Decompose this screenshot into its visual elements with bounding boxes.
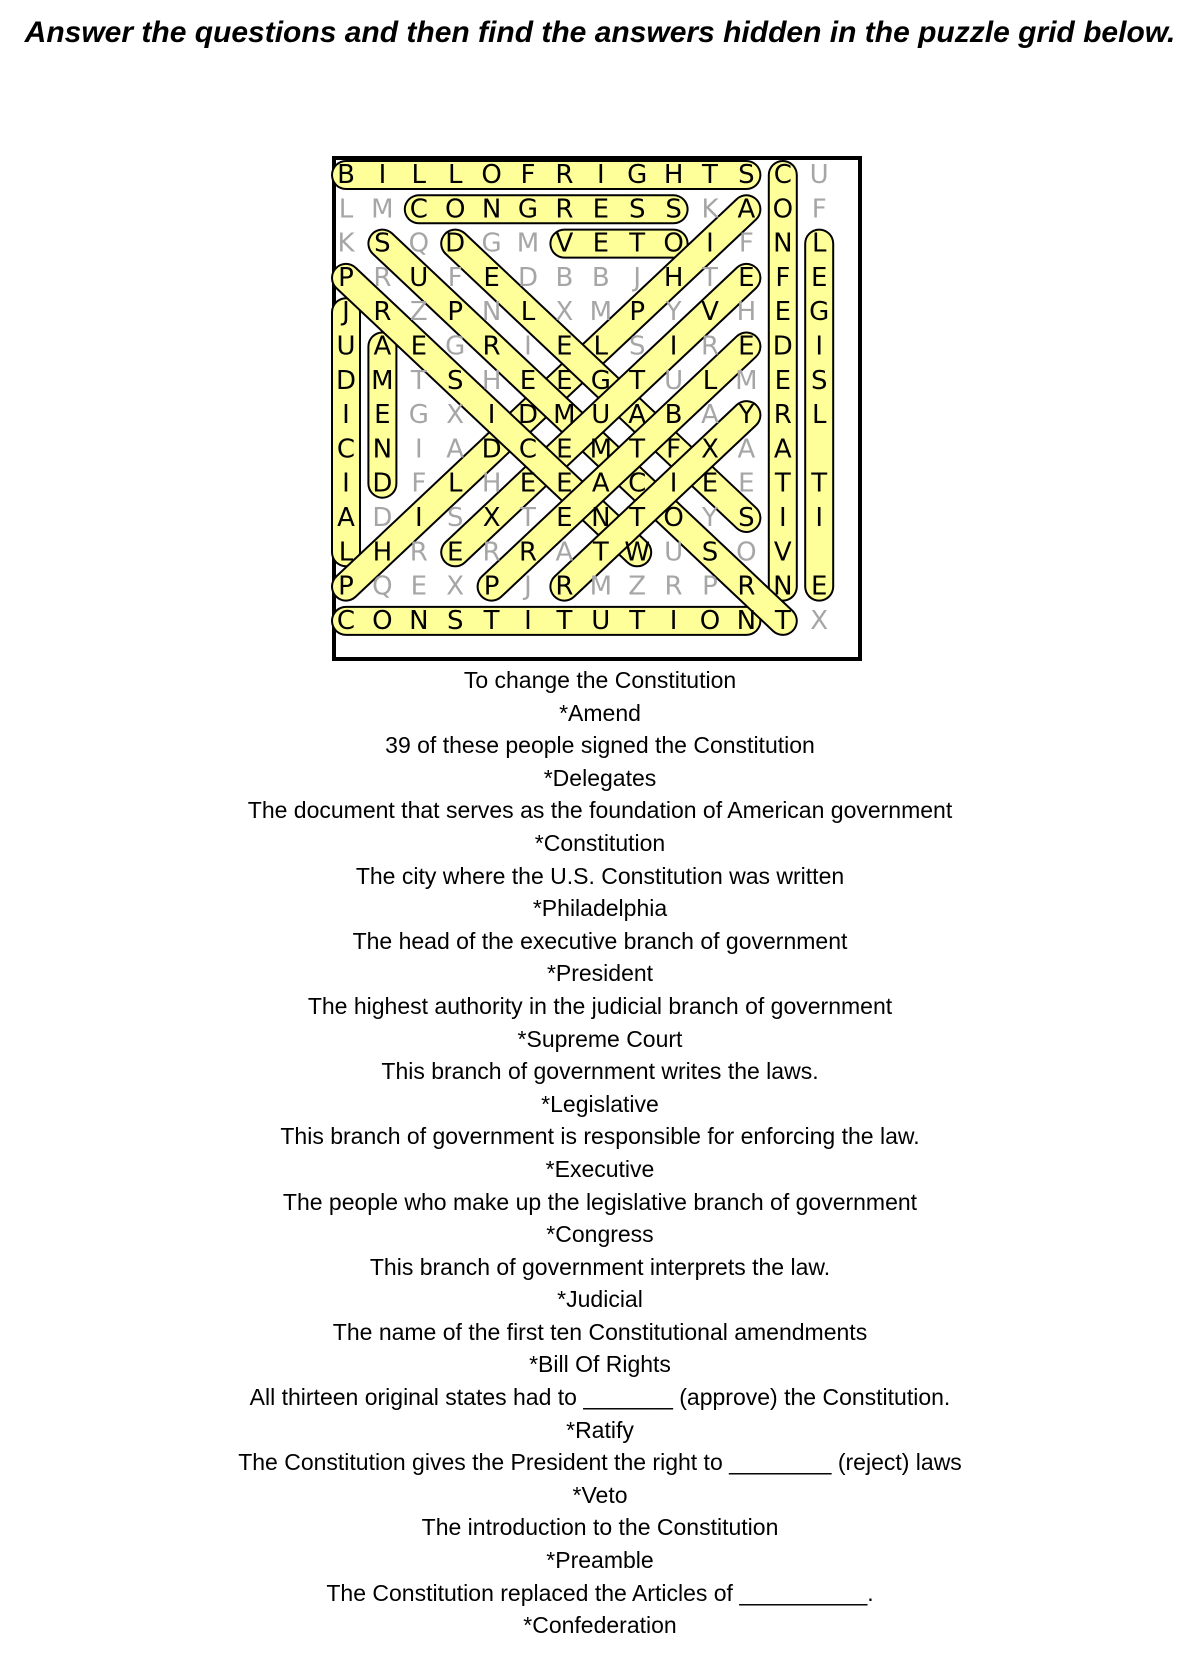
grid-letter[interactable]: T (483, 605, 500, 636)
grid-letter[interactable]: O (663, 228, 684, 259)
grid-letter[interactable]: L (447, 160, 463, 190)
grid-letter[interactable]: P (629, 297, 646, 328)
grid-letter[interactable]: L (702, 365, 718, 396)
clue-answer: *Congress (546, 1221, 654, 1248)
grid-letter[interactable]: D (772, 331, 793, 362)
clue-item (100, 794, 1100, 859)
grid-letter[interactable]: I (524, 331, 532, 362)
grid-letter[interactable]: Z (628, 571, 647, 602)
grid-letter[interactable]: R (737, 571, 756, 602)
grid-letter[interactable]: E (374, 400, 391, 431)
grid-letter[interactable]: T (592, 537, 609, 568)
clue-question: All thirteen original states had to _______ (approve) the Constitution. (249, 1384, 951, 1411)
clue-question: To change the Constitution (463, 667, 737, 693)
grid-letter[interactable]: D (372, 468, 393, 499)
grid-letter[interactable]: B (591, 262, 610, 293)
grid-letter[interactable]: F (411, 468, 427, 499)
grid-letter[interactable]: I (669, 605, 678, 636)
grid-letter[interactable]: E (519, 468, 537, 499)
grid-letter[interactable]: E (410, 571, 428, 602)
grid-letter[interactable]: R (700, 331, 720, 362)
clue-list (100, 664, 1100, 1642)
grid-letter[interactable]: S (446, 503, 464, 533)
grid-letter[interactable]: A (337, 503, 355, 533)
grid-letter[interactable]: P (702, 571, 718, 602)
grid-letter[interactable]: E (556, 365, 573, 396)
grid-letter[interactable]: U (809, 160, 829, 190)
clue-item (100, 1055, 1100, 1120)
clue-answer: *Executive (545, 1155, 655, 1182)
clue-answer: *Legislative (541, 1090, 659, 1117)
grid-letter[interactable]: M (371, 194, 394, 225)
page-title: Answer the questions and then find the answers hidden in the puzzle grid below. (24, 16, 1176, 49)
grid-letter[interactable]: R (773, 400, 792, 431)
grid-letter[interactable]: M (516, 228, 540, 259)
clue-item (100, 729, 1100, 794)
grid-letter[interactable]: C (518, 434, 538, 465)
grid-letter[interactable]: J (342, 297, 350, 328)
grid-letter[interactable]: T (556, 605, 573, 636)
grid-letter[interactable]: O (481, 160, 502, 190)
grid-letter[interactable]: E (592, 228, 610, 259)
grid-letter[interactable]: T (811, 468, 828, 499)
grid-letter[interactable]: T (629, 434, 646, 465)
grid-letter[interactable]: R (518, 537, 538, 568)
grid-letter[interactable]: B (337, 160, 355, 190)
grid-letter[interactable]: I (669, 468, 678, 499)
grid-letter[interactable]: F (738, 228, 754, 259)
grid-letter[interactable]: I (669, 331, 678, 362)
grid-letter[interactable]: B (664, 400, 683, 431)
grid-letter[interactable]: P (447, 297, 464, 328)
grid-letter[interactable]: J (633, 262, 642, 293)
grid-letter[interactable]: N (481, 297, 502, 328)
clue-item (100, 1446, 1100, 1511)
clue-answer: *Confederation (523, 1612, 677, 1639)
grid-letter[interactable]: I (487, 400, 496, 431)
clue-item (100, 1511, 1100, 1576)
clue-answer: *Amend (559, 699, 641, 726)
grid-letter[interactable]: H (736, 297, 757, 328)
grid-letter[interactable]: N (736, 605, 757, 636)
clue-question: The people who make up the legislative branch of government (282, 1188, 918, 1215)
grid-letter[interactable]: O (699, 605, 721, 636)
grid-letter[interactable]: O (372, 605, 393, 636)
grid-letter[interactable]: T (702, 262, 718, 293)
clue-answer: *Constitution (534, 829, 666, 856)
grid-letter[interactable]: L (811, 400, 827, 431)
clue-item (100, 1186, 1100, 1251)
grid-letter[interactable]: L (447, 468, 463, 499)
clue-question: This branch of government writes the laws. (381, 1058, 819, 1085)
grid-letter[interactable]: U (336, 331, 356, 362)
clue-question: The name of the first ten Constitutional amendments (332, 1318, 868, 1345)
grid-letter[interactable]: A (628, 400, 647, 431)
grid-letter[interactable]: O (736, 537, 757, 568)
grid-letter[interactable]: E (810, 571, 828, 602)
grid-letter[interactable]: M (589, 571, 613, 602)
grid-letter[interactable]: Y (665, 297, 682, 328)
clue-answer: *Delegates (543, 764, 657, 791)
clue-item (100, 1316, 1100, 1381)
grid-letter[interactable]: X (446, 571, 465, 602)
grid-letter[interactable]: M (589, 297, 613, 328)
grid-letter[interactable]: I (815, 331, 824, 362)
grid-letter[interactable]: F (811, 194, 827, 225)
grid-letter[interactable]: L (593, 331, 609, 362)
grid-letter[interactable]: I (778, 503, 787, 533)
grid-letter[interactable]: E (556, 434, 573, 465)
grid-letter[interactable]: S (665, 194, 682, 225)
grid-letter[interactable]: R (373, 297, 392, 328)
grid-letter[interactable]: U (591, 605, 611, 636)
grid-letter[interactable]: P (483, 571, 500, 602)
grid-letter[interactable]: S (446, 605, 464, 636)
clue-question: The Constitution gives the President the right to ________ (reject) laws (238, 1449, 962, 1476)
clue-question: The head of the executive branch of government (352, 927, 848, 954)
grid-letter[interactable]: I (378, 160, 387, 190)
grid-letter[interactable]: M (553, 400, 576, 431)
clue-answer: *Supreme Court (517, 1025, 683, 1052)
grid-letter[interactable]: H (481, 468, 502, 499)
grid-letter[interactable]: S (628, 331, 646, 362)
grid-letter[interactable]: P (338, 571, 354, 602)
grid-letter[interactable]: E (810, 262, 828, 293)
grid-letter[interactable]: E (556, 468, 573, 499)
grid-letter[interactable]: A (701, 400, 719, 431)
grid-letter[interactable]: A (737, 194, 756, 225)
grid-letter[interactable]: S (446, 365, 464, 396)
grid-letter[interactable]: I (342, 400, 350, 431)
grid-letter[interactable]: Y (738, 400, 755, 431)
clue-question: This branch of government is responsible for enforcing the law. (280, 1123, 920, 1150)
clue-item (100, 1577, 1100, 1642)
grid-letter[interactable]: M (589, 434, 613, 465)
grid-letter[interactable]: D (335, 365, 357, 396)
grid-letter[interactable]: X (810, 605, 829, 636)
clue-answer: *Ratify (566, 1416, 634, 1443)
grid-letter[interactable]: W (624, 537, 651, 568)
grid-letter[interactable]: S (701, 537, 719, 568)
grid-letter[interactable]: X (701, 434, 719, 465)
clue-item (100, 860, 1100, 925)
grid-letter[interactable]: N (372, 434, 393, 465)
grid-letter[interactable]: S (738, 503, 755, 533)
grid-letter[interactable]: R (664, 571, 683, 602)
grid-letter[interactable]: R (555, 160, 574, 190)
grid-letter[interactable]: I (596, 160, 605, 190)
clue-answer: *Judicial (557, 1286, 643, 1313)
grid-letter[interactable]: T (702, 160, 718, 190)
clue-question: The document that serves as the foundation of American government (247, 797, 953, 824)
grid-letter[interactable]: G (590, 365, 611, 396)
grid-letter[interactable]: I (815, 503, 824, 533)
grid-letter[interactable]: I (706, 228, 714, 259)
grid-letter[interactable]: G (627, 160, 648, 190)
grid-letter[interactable]: I (342, 468, 350, 499)
grid-letter[interactable]: U (409, 262, 429, 293)
grid-letter[interactable]: Q (408, 228, 430, 259)
grid-letter[interactable]: E (556, 331, 573, 362)
grid-letter[interactable]: R (482, 331, 501, 362)
grid-letter[interactable]: G (809, 297, 830, 328)
grid-letter[interactable]: D (517, 400, 539, 431)
clue-question: This branch of government interprets the law. (369, 1253, 831, 1280)
grid-letter[interactable]: O (444, 194, 466, 225)
clue-item (100, 925, 1100, 990)
grid-letter[interactable]: E (774, 365, 792, 396)
grid-letter[interactable]: F (447, 262, 463, 293)
grid-letter[interactable]: S (810, 365, 828, 396)
clue-item (100, 1381, 1100, 1446)
grid-letter[interactable]: H (663, 160, 684, 190)
grid-letter[interactable]: K (337, 228, 355, 259)
clue-answer: *Preamble (546, 1547, 654, 1574)
grid-letter[interactable]: F (775, 262, 791, 293)
grid-letter[interactable]: O (663, 503, 684, 533)
grid-letter[interactable]: E (774, 297, 792, 328)
grid-letter[interactable]: V (701, 297, 719, 328)
grid-letter[interactable]: L (411, 160, 427, 190)
grid-letter[interactable]: O (772, 194, 794, 225)
grid-letter[interactable]: R (482, 537, 501, 568)
clue-item (100, 664, 1100, 729)
grid-letter[interactable]: T (774, 605, 791, 636)
grid-letter[interactable]: U (591, 400, 611, 431)
clue-item (100, 1251, 1100, 1316)
grid-letter[interactable]: A (555, 537, 574, 568)
clue-question: The Constitution replaced the Articles of __________. (326, 1579, 874, 1606)
grid-letter[interactable]: M (735, 365, 758, 396)
grid-letter[interactable]: M (371, 365, 394, 396)
grid-letter[interactable]: I (524, 605, 532, 636)
grid-letter[interactable]: N (773, 571, 793, 602)
grid-letter[interactable]: T (629, 503, 646, 533)
grid-letter[interactable]: R (373, 262, 392, 293)
grid-letter[interactable]: G (445, 331, 466, 362)
grid-letter[interactable]: U (664, 537, 684, 568)
grid-letter[interactable]: H (372, 537, 393, 568)
grid-letter[interactable]: D (445, 228, 466, 259)
grid-letter[interactable]: S (628, 194, 646, 225)
grid-letter[interactable]: I (414, 434, 423, 465)
clue-answer: *Veto (572, 1481, 628, 1508)
grid-letter[interactable]: C (409, 194, 428, 225)
grid-letter[interactable]: A (591, 468, 610, 499)
grid-letter[interactable]: A (737, 434, 756, 465)
grid-letter[interactable]: D (517, 262, 539, 293)
grid-letter[interactable]: N (481, 194, 502, 225)
clue-answer: *President (546, 960, 654, 987)
grid-letter[interactable]: G (517, 194, 539, 225)
grid-letter[interactable]: E (592, 194, 610, 225)
grid-letter[interactable]: E (483, 262, 500, 293)
grid-letter[interactable]: L (338, 537, 354, 568)
word-search-grid[interactable] (0, 0, 1200, 700)
grid-letter[interactable]: E (738, 468, 755, 499)
grid-letter[interactable]: N (591, 503, 611, 533)
grid-letter[interactable]: D (372, 503, 393, 533)
grid-letter[interactable]: E (410, 331, 428, 362)
grid-letter[interactable]: C (336, 434, 356, 465)
clue-question: The city where the U.S. Constitution was written (355, 862, 845, 889)
grid-letter[interactable]: A (373, 331, 392, 362)
clue-question: The highest authority in the judicial branch of government (307, 992, 893, 1019)
grid-letter[interactable]: R (409, 537, 428, 568)
grid-letter[interactable]: X (555, 297, 574, 328)
grid-letter[interactable]: N (773, 228, 793, 259)
grid-letter[interactable]: X (446, 400, 465, 431)
grid-letter[interactable]: C (773, 160, 792, 190)
grid-letter[interactable]: V (555, 228, 574, 259)
grid-letter[interactable]: T (774, 468, 791, 499)
grid-letter[interactable]: D (481, 434, 502, 465)
grid-letter[interactable]: Y (702, 503, 718, 533)
grid-letter[interactable]: C (336, 605, 356, 636)
grid-letter[interactable]: K (701, 194, 719, 225)
grid-letter[interactable]: A (446, 434, 465, 465)
grid-letter[interactable]: Z (409, 297, 428, 328)
grid-letter[interactable]: E (519, 365, 537, 396)
grid-letter[interactable]: X (482, 503, 501, 533)
grid-letter[interactable]: S (738, 160, 755, 190)
grid-letter[interactable]: Q (372, 571, 393, 602)
grid-letter[interactable]: L (338, 194, 354, 225)
grid-letter[interactable]: H (481, 365, 502, 396)
grid-letter[interactable]: V (773, 537, 792, 568)
grid-letter[interactable]: F (666, 434, 682, 465)
grid-letter[interactable]: I (414, 503, 423, 533)
grid-letter[interactable]: E (738, 262, 755, 293)
grid-letter[interactable]: A (773, 434, 792, 465)
grid-letter[interactable]: N (409, 605, 429, 636)
grid-letter[interactable]: E (556, 503, 573, 533)
grid-letter[interactable]: T (520, 503, 536, 533)
grid-letter[interactable]: R (555, 571, 574, 602)
grid-letter[interactable]: E (701, 468, 719, 499)
clue-question: 39 of these people signed the Constitution (385, 732, 815, 759)
grid-letter[interactable]: T (629, 605, 646, 636)
grid-letter[interactable]: U (664, 365, 684, 396)
grid-letter[interactable]: G (408, 400, 429, 431)
grid-letter[interactable]: L (811, 228, 827, 259)
clue-answer: *Philadelphia (532, 895, 668, 922)
grid-letter[interactable]: F (520, 160, 536, 190)
grid-letter[interactable]: T (410, 365, 427, 396)
grid-letter[interactable]: P (338, 262, 354, 293)
grid-letter[interactable]: L (520, 297, 536, 328)
grid-letter[interactable]: C (628, 468, 647, 499)
grid-letter[interactable]: J (524, 571, 532, 602)
grid-letter[interactable]: E (738, 331, 755, 362)
grid-letter[interactable]: T (629, 365, 646, 396)
grid-letter[interactable]: R (555, 194, 574, 225)
grid-letter[interactable]: G (481, 228, 502, 259)
grid-letter[interactable]: B (555, 262, 574, 293)
clue-item (100, 990, 1100, 1055)
clue-question: The introduction to the Constitution (421, 1514, 779, 1541)
grid-letter[interactable]: E (446, 537, 464, 568)
grid-letter[interactable]: S (374, 228, 391, 259)
clue-answer: *Bill Of Rights (529, 1351, 671, 1378)
grid-letter[interactable]: H (663, 262, 684, 293)
clue-item (100, 1120, 1100, 1185)
grid-letter[interactable]: T (629, 228, 646, 259)
